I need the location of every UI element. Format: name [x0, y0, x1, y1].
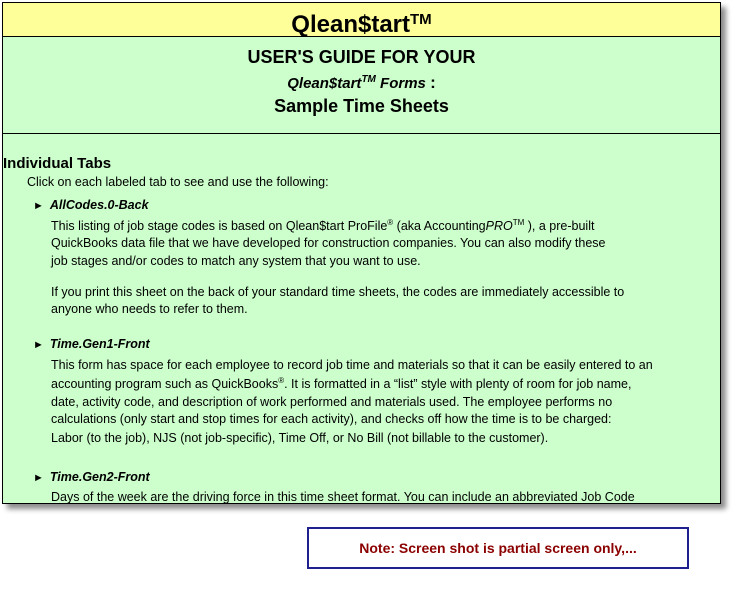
paragraph-line: This form has space for each employee to record job time and materials so that it can be easily entered to an: [51, 358, 653, 372]
section-heading: Individual Tabs: [3, 155, 112, 172]
title-trademark: TM: [410, 11, 432, 28]
brand-name: Qlean$tart: [287, 75, 362, 92]
body-content: [3, 134, 720, 503]
brand-trademark: TM: [361, 74, 376, 85]
item-title-text: AllCodes.0-Back: [49, 198, 149, 212]
guide-subtitle: [3, 73, 720, 93]
item-title-text: Time.Gen1-Front: [49, 337, 150, 351]
bullet-triangle-icon: ►: [33, 200, 44, 212]
forms-label: Forms: [375, 75, 426, 92]
guide-title: USER'S GUIDE FOR YOUR: [247, 47, 476, 67]
paragraph-line: date, activity code, and description of work performed and materials used. The employee performs no: [51, 395, 613, 409]
item-title-allcodes: [33, 198, 149, 212]
note-box: Note: Screen shot is partial screen only,...: [307, 527, 689, 569]
item-title-text: Time.Gen2-Front: [49, 470, 150, 484]
colon: :: [430, 73, 436, 92]
bullet-triangle-icon: ►: [33, 472, 44, 484]
paragraph-line: If you print this sheet on the back of your standard time sheets, the codes are immediately accessible to: [51, 285, 625, 299]
paragraph-line: anyone who needs to refer to them.: [51, 302, 248, 316]
paragraph-line: accounting program such as QuickBooks®. It is formatted in a “list” style with plenty of room for job name,: [51, 376, 632, 391]
app-title: Qlean$tart: [291, 11, 411, 38]
paragraph-line: This listing of job stage codes is based on Qlean$tart ProFile® (aka AccountingPRO™ ), a pre-built: [51, 218, 595, 233]
guide-topic: Sample Time Sheets: [274, 96, 449, 116]
item-title-gen1: [33, 337, 150, 351]
document-frame: [2, 2, 721, 504]
paragraph-line: Days of the week are the driving force in this time sheet format. You can include an abbreviated Job Code: [51, 490, 635, 504]
section-intro: Click on each labeled tab to see and use the following:: [27, 175, 329, 189]
paragraph-line: QuickBooks data file that we have developed for construction companies. You can also modify these: [51, 236, 606, 250]
guide-header: [3, 37, 720, 134]
paragraph-line: Labor (to the job), NJS (not job-specific), Time Off, or No Bill (not billable to the customer).: [51, 431, 549, 445]
paragraph-line: calculations (only start and stop times for each activity), and checks off how the time is to be charged:: [51, 412, 612, 426]
title-bar: [3, 3, 720, 37]
paragraph-line: job stages and/or codes to match any system that you want to use.: [51, 254, 421, 268]
item-title-gen2: [33, 470, 150, 484]
bullet-triangle-icon: ►: [33, 339, 44, 351]
